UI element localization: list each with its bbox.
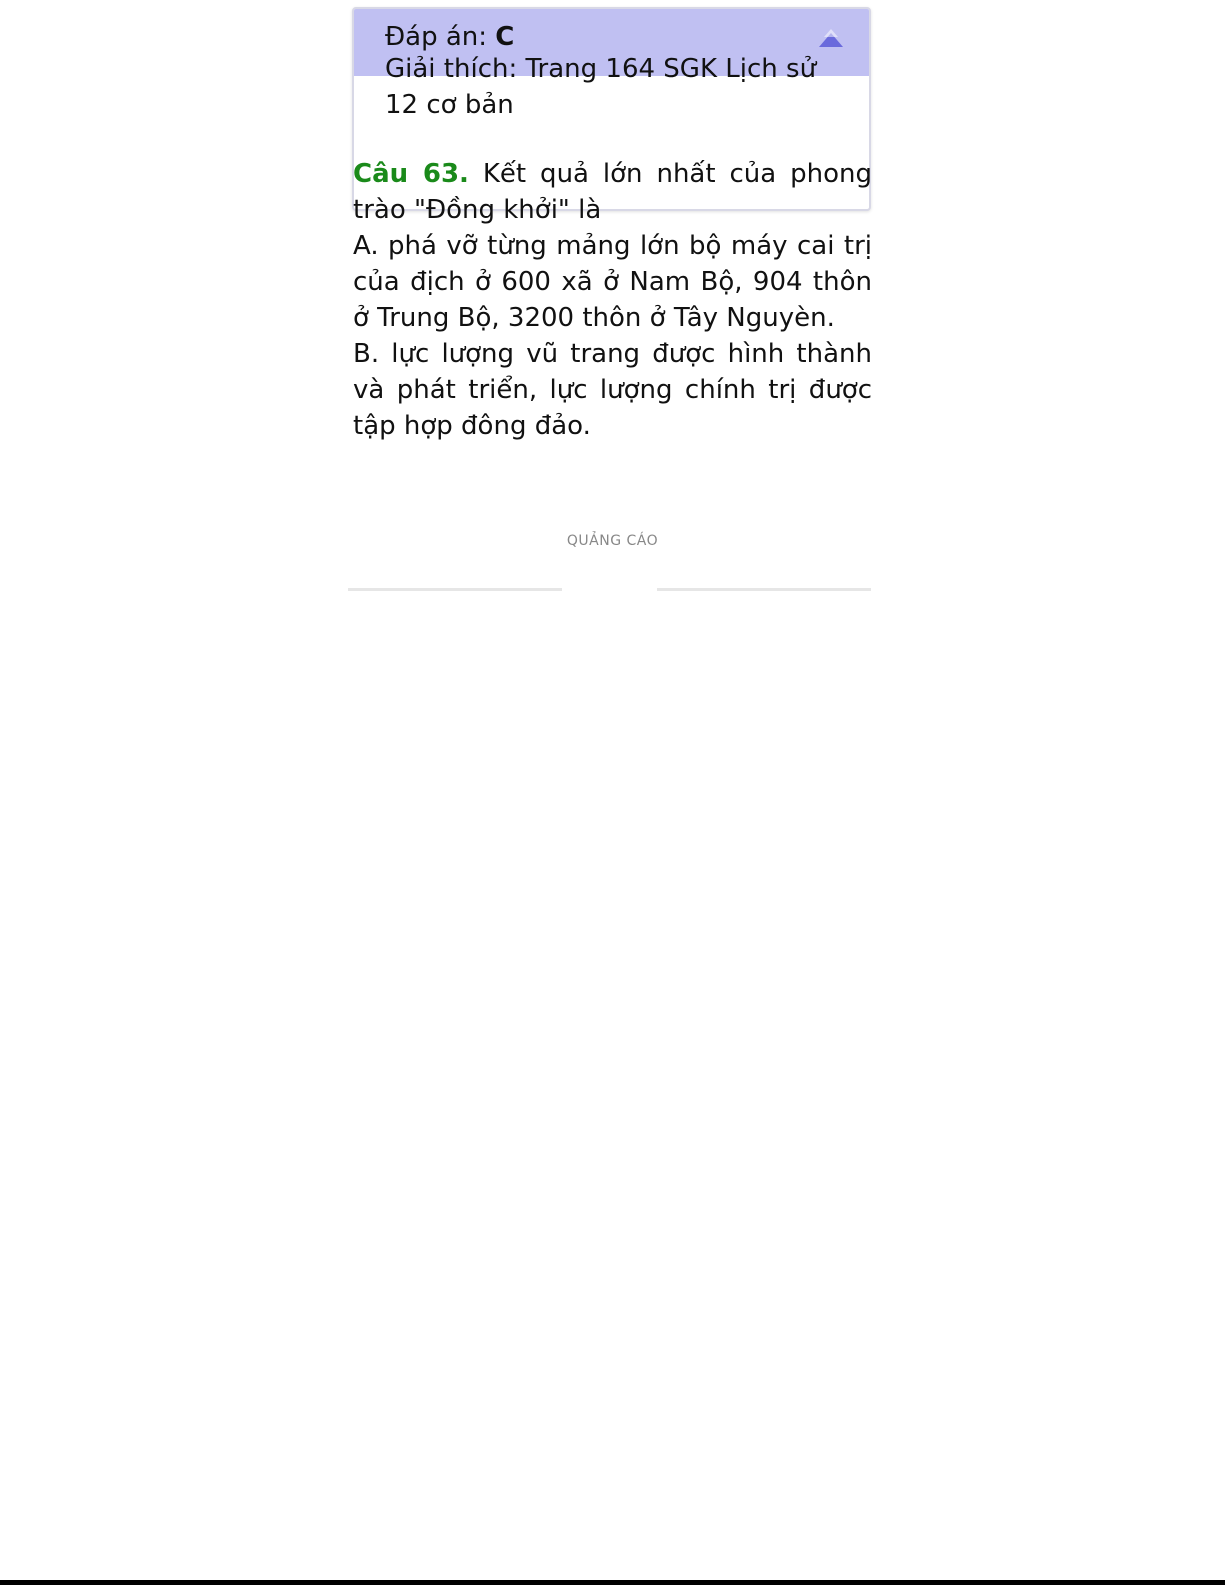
chevron-up-icon[interactable] (816, 27, 846, 53)
answer-value: C (495, 22, 515, 52)
option-b: B. lực lượng vũ trang được hình thành và phát triển, lực lượng chính trị được tập hợp đông đảo. (353, 339, 872, 441)
option-a: A. phá vỡ từng mảng lớn bộ máy cai trị của địch ở 600 xã ở Nam Bộ, 904 thôn ở Trung Bộ, 3200 thôn ở Tây Nguyèn. (353, 231, 872, 333)
answer-line (385, 21, 514, 53)
question-number: Câu 63. (353, 159, 469, 189)
answer-explanation: Giải thích: Trang 164 SGK Lịch sử 12 cơ bản (385, 54, 817, 120)
answer-prefix: Đáp án: (385, 22, 496, 52)
question-block (353, 156, 872, 444)
ad-label: QUẢNG CÁO (566, 533, 659, 549)
question-stem (353, 156, 872, 228)
question-text: Kết quả lớn nhất của phong trào "Đồng khởi" là (353, 159, 873, 225)
ad-divider-left (348, 588, 562, 591)
ad-divider-right (657, 588, 871, 591)
bottom-edge-bar (0, 1580, 1225, 1585)
